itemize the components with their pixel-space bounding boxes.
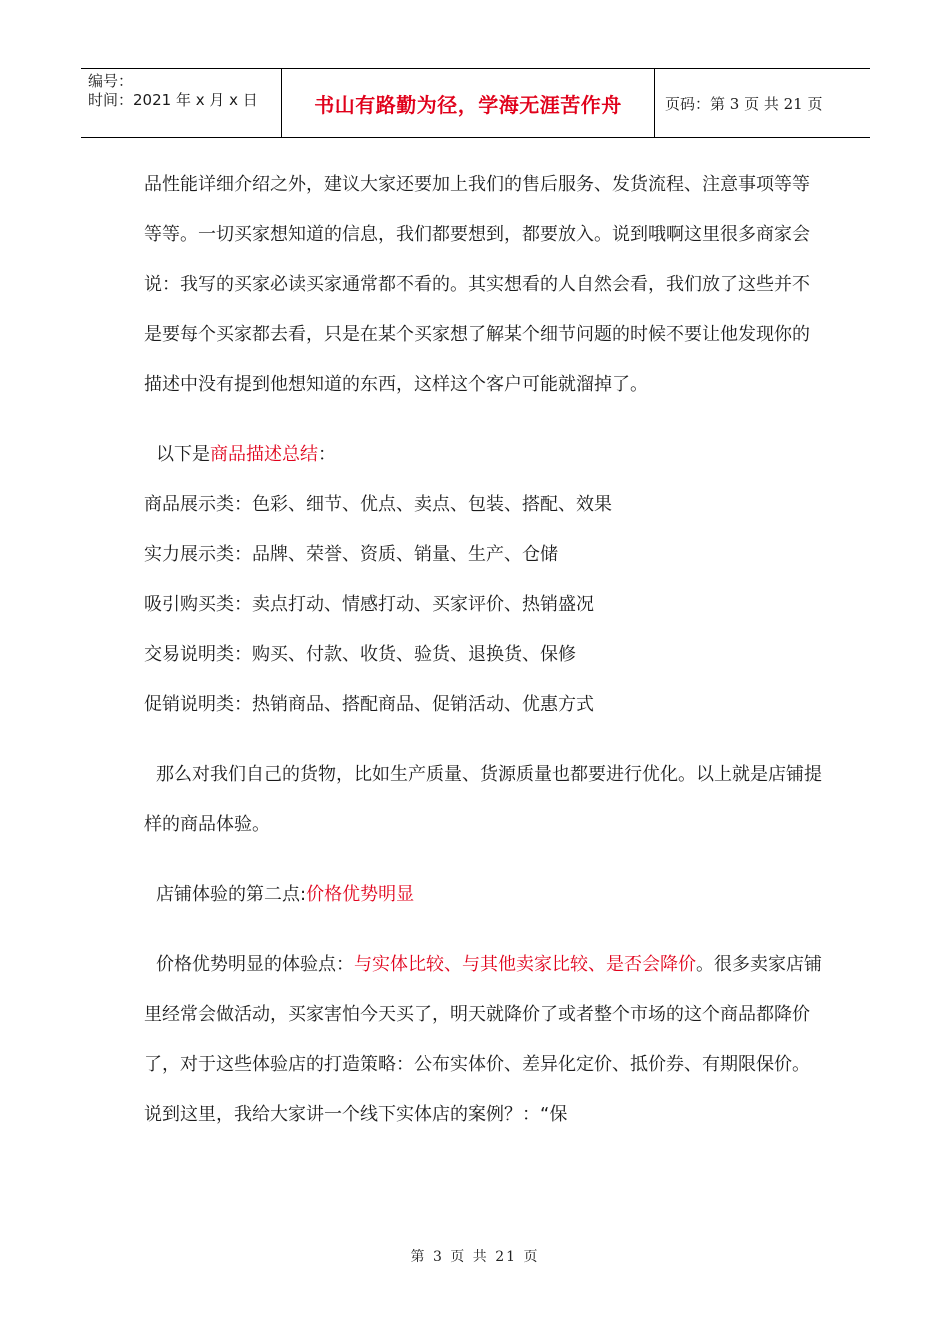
list-item: 实力展示类：品牌、荣誉、资质、销量、生产、仓储 xyxy=(144,544,558,565)
paragraph-3-rest: 。很多卖家店铺里经常会做活动，买家害怕今天买了，明天就降价了或者整个市场的这个商品都降价了，对于这些体验店的打造策略：公布实体价、差异化定价、抵价券、有期限保价。说到这里，我给大家讲一个线下实体店的案例？：“保 xyxy=(144,954,822,1125)
section-two-heading xyxy=(144,870,824,920)
summary-heading xyxy=(144,430,824,480)
document-number-label: 编号： xyxy=(88,72,134,90)
summary-highlight: 商品描述总结 xyxy=(210,444,318,465)
summary-prefix: 以下是 xyxy=(156,444,210,465)
summary-suffix: ： xyxy=(318,444,336,465)
document-body xyxy=(144,160,824,1140)
paragraph-3-prefix: 价格优势明显的体验点： xyxy=(156,954,354,975)
section-two-prefix: 店铺体验的第二点: xyxy=(156,884,307,905)
header-page-indicator: 页码：第 3 页 共 21 页 xyxy=(665,94,823,113)
paragraph-1: 品性能详细介绍之外，建议大家还要加上我们的售后服务、发货流程、注意事项等等等等。一切买家想知道的信息，我们都要想到，都要放入。说到哦啊这里很多商家会说：我写的买家必读买家通常都不看的。其实想看的人自然会看，我们放了这些并不是要每个买家都去看，只是在某个买家想了解某个细节问题的时候不要让他发现你的描述中没有提到他想知道的东西，这样这个客户可能就溜掉了。 xyxy=(144,174,810,395)
section-two-highlight: 价格优势明显 xyxy=(306,884,415,905)
paragraph-2: 那么对我们自己的货物，比如生产质量、货源质量也都要进行优化。以上就是店铺提样的商品体验。 xyxy=(144,764,822,835)
list-item: 吸引购买类：卖点打动、情感打动、买家评价、热销盛况 xyxy=(144,594,594,615)
paragraph-3 xyxy=(144,940,824,1140)
list-item: 交易说明类：购买、付款、收货、验货、退换货、保修 xyxy=(144,644,576,665)
list-item: 商品展示类：色彩、细节、优点、卖点、包装、搭配、效果 xyxy=(144,494,612,515)
header-table xyxy=(81,68,870,138)
header-motto: 书山有路勤为径，学海无涯苦作舟 xyxy=(282,69,655,137)
document-date-label: 时间：2021 年 x 月 x 日 xyxy=(88,91,258,109)
header-meta-cell xyxy=(81,69,282,137)
paragraph-3-highlight: 与实体比较、与其他卖家比较、是否会降价 xyxy=(354,954,696,975)
list-item: 促销说明类：热销商品、搭配商品、促销活动、优惠方式 xyxy=(144,694,594,715)
page-footer: 第 3 页 共 21 页 xyxy=(410,1249,540,1265)
